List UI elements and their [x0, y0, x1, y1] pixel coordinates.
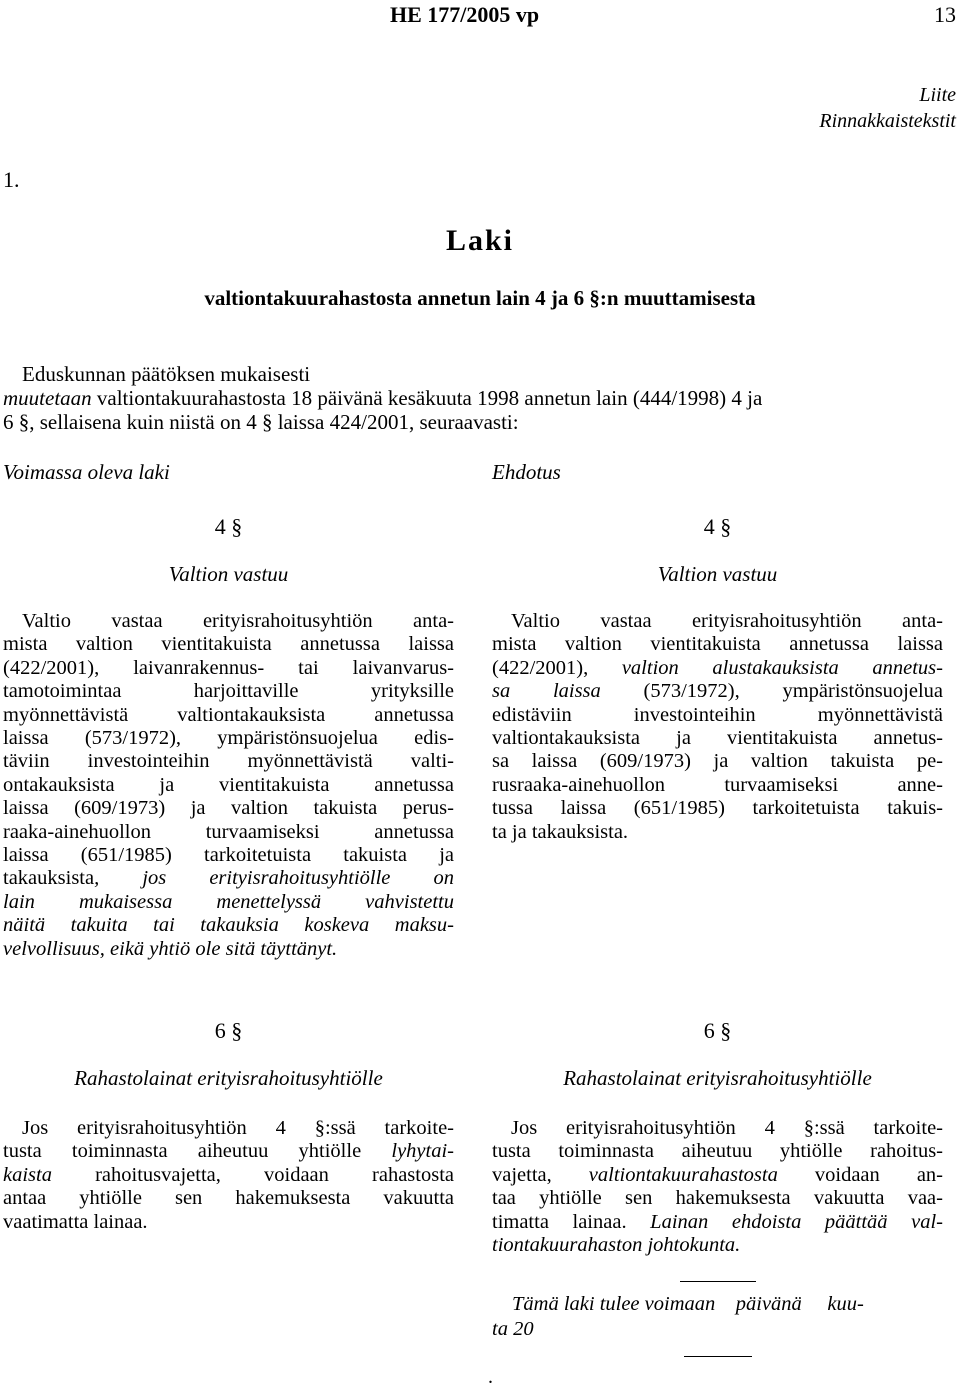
text-line: taa yhtiölle sen hakemuksesta vakuutta vaa-: [492, 1187, 943, 1210]
text-line: vajetta, valtiontakuurahastosta voidaan an-: [492, 1163, 943, 1186]
text-line: mista valtion vientitakuista annetussa laissa: [3, 633, 454, 656]
text-line-italic: näitä takuita tai takauksia koskeva maksu-: [3, 914, 454, 937]
text-line: Jos erityisrahoitusyhtiön 4 §:ssä tarkoite-: [22, 1117, 454, 1139]
text-line: rusraaka-ainehuollon turvaamiseksi anne-: [492, 773, 943, 796]
left-section-6-body: [3, 1117, 454, 1234]
left-section-6-number: 6 §: [214, 1018, 243, 1043]
left-section-6-title: Rahastolainat erityisrahoitusyhtiölle: [74, 1066, 383, 1090]
text-line: tiontakuurahaston johtokunta.: [492, 1234, 741, 1257]
right-section-4-number: 4 §: [703, 514, 732, 539]
text-line: raaka-ainehuollon turvaamiseksi annetussa: [3, 820, 454, 843]
left-section-4-title: Valtion vastuu: [168, 562, 289, 586]
text-line-plain: takauksista: [3, 867, 95, 890]
trailing-dot: .: [488, 1366, 493, 1388]
right-section-6-number: 6 §: [703, 1018, 732, 1043]
text-line: (422/2001), valtion alustakauksista annetus-: [492, 656, 943, 679]
text-line: Valtio vastaa erityisrahoitusyhtiön anta-: [22, 610, 454, 632]
entry-into-force-line-2: ta 20: [492, 1318, 534, 1340]
text-line: kaista rahoitusvajetta, voidaan rahastosta: [3, 1163, 454, 1186]
text-line: laissa (609/1973) ja valtion takuista perus-: [3, 797, 454, 820]
text-line: tusta toiminnasta aiheutuu yhtiölle rahoitus-: [492, 1140, 943, 1163]
right-section-4-title: Valtion vastuu: [657, 562, 778, 586]
text-line: täviin investointeihin myönnettävistä valti-: [3, 750, 454, 773]
text-line: sa laissa (609/1973) ja valtion takuista pe-: [492, 750, 943, 773]
text-line: Jos erityisrahoitusyhtiön 4 §:ssä tarkoite-: [511, 1117, 943, 1139]
right-section-6-title: Rahastolainat erityisrahoitusyhtiölle: [563, 1066, 872, 1090]
text-line: laissa (651/1985) tarkoitetuista takuista ja: [3, 844, 454, 867]
text-line: edistäviin investointeihin myönnettävistä: [492, 703, 943, 726]
text-line: [3, 867, 454, 890]
intro-line-3: 6 §, sellaisena kuin niistä on 4 § laissa 424/2001, seuraavasti:: [3, 410, 519, 434]
left-section-4-body: [3, 610, 454, 961]
text-line: mista valtion vientitakuista annetussa laissa: [492, 633, 943, 656]
right-column-heading: Ehdotus: [492, 460, 561, 484]
text-line: laissa (573/1972), ympäristönsuojelua edis-: [3, 727, 454, 750]
appendix-title: Rinnakkaistekstit: [819, 110, 956, 132]
separator-rule: [680, 1281, 756, 1282]
law-subtitle: valtiontakuurahastosta annetun lain 4 ja 6 §:n muuttamisesta: [204, 286, 756, 310]
text-line-italic: , jos erityisrahoitusyhtiölle on: [94, 867, 454, 890]
intro-line-1: Eduskunnan päätöksen mukaisesti: [22, 362, 311, 386]
text-line: Valtio vastaa erityisrahoitusyhtiön anta-: [511, 610, 943, 632]
text-line: vaatimatta lainaa.: [3, 1210, 148, 1233]
text-line: tusta toiminnasta aiheutuu yhtiölle lyhytai-: [3, 1140, 454, 1163]
page-number: 13: [934, 2, 956, 27]
text-line: ontakauksista ja vientitakuista annetussa: [3, 773, 454, 796]
text-line: myönnettävistä valtiontakauksista annetussa: [3, 703, 454, 726]
text-line: tamotoimintaa harjoittaville yrityksille: [3, 680, 454, 703]
text-line-italic: lain mukaisessa menettelyssä vahvistettu: [3, 890, 454, 913]
separator-rule-bottom: [684, 1356, 752, 1357]
left-column-heading: Voimassa oleva laki: [3, 460, 170, 484]
intro-line-2: [3, 386, 762, 411]
text-line: valtiontakauksista ja vientitakuista annetus-: [492, 727, 943, 750]
intro-line-2-rest: valtiontakuurahastosta 18 päivänä kesäkuuta 1998 annetun lain (444/1998) 4 ja: [91, 386, 763, 410]
text-line: sa laissa (573/1972), ympäristönsuojelua: [492, 680, 944, 703]
left-section-4-number: 4 §: [214, 514, 243, 539]
document-id: HE 177/2005 vp: [390, 2, 540, 27]
appendix-label: Liite: [919, 84, 956, 106]
law-title: Laki: [445, 224, 515, 257]
right-section-6-body: [492, 1117, 943, 1257]
text-line-italic: velvollisuus, eikä yhtiö ole sitä täyttänyt.: [3, 937, 338, 960]
intro-line-2-italic: muutetaan: [3, 386, 92, 410]
right-section-4-body: [492, 610, 943, 844]
text-line: ta ja takauksista.: [492, 820, 629, 843]
item-number: 1.: [3, 167, 20, 192]
text-line: (422/2001), laivanrakennus- tai laivanvarus-: [3, 656, 454, 679]
entry-into-force-line-1: Tämä laki tulee voimaan päivänä kuu-: [512, 1293, 864, 1315]
text-line: tussa laissa (651/1985) tarkoitetuista takuis-: [492, 797, 943, 820]
text-line: antaa yhtiölle sen hakemuksesta vakuutta: [3, 1187, 454, 1210]
text-line: timatta lainaa. Lainan ehdoista päättää val-: [492, 1210, 944, 1233]
